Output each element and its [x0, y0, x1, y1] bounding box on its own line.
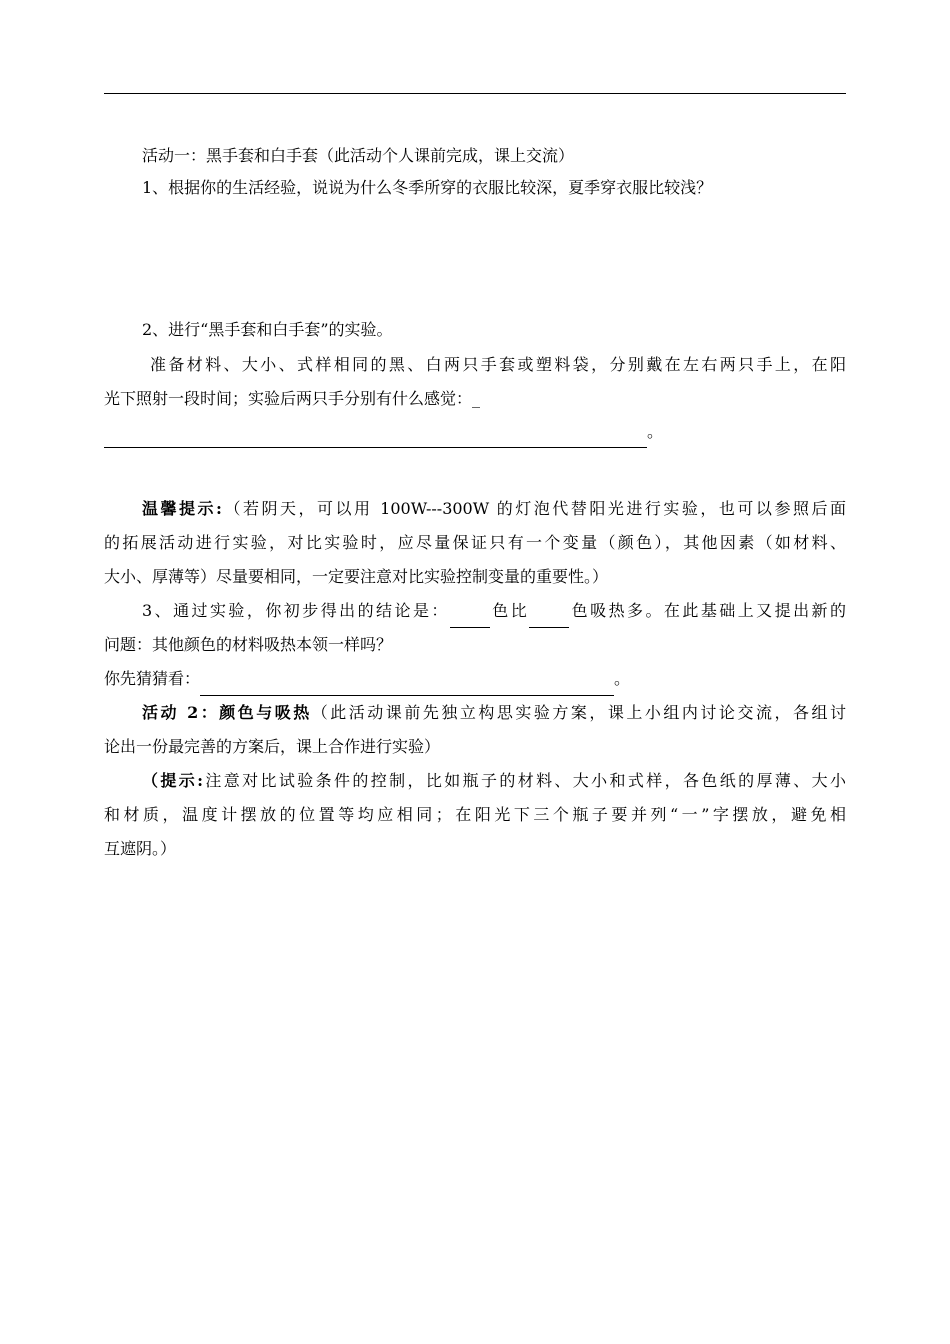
document-body — [104, 140, 846, 866]
question-2-answer-line — [104, 416, 846, 448]
header-rule — [104, 93, 846, 94]
tip-line-3: 大小、厚薄等）尽量要相同，一定要注意对比实验控制变量的重要性。） — [104, 567, 609, 586]
question-3-line-2: 问题：其他颜色的材料吸热本领一样吗？ — [104, 635, 393, 654]
activity2-line-2: 论出一份最完善的方案后，课上合作进行实验） — [104, 737, 441, 756]
answer-blank[interactable] — [104, 425, 647, 448]
q3-text-2: 色比 — [489, 601, 530, 620]
activity2-line-1 — [104, 696, 846, 730]
tip-label: 温馨提示: — [142, 499, 222, 518]
guess-line — [104, 662, 846, 696]
guess-period: 。 — [614, 669, 631, 688]
hint-text-1: 注意对比试验条件的控制，比如瓶子的材料、大小和式样，各色纸的厚薄、大小 — [203, 771, 846, 790]
question-2-feeling: 光下照射一段时间；实验后两只手分别有什么感觉：_ — [104, 389, 481, 408]
hint-label: （提示: — [142, 771, 204, 790]
question-2: 2、进行“黑手套和白手套”的实验。 — [142, 320, 393, 339]
hint-line-1 — [104, 764, 846, 798]
color-blank-1[interactable] — [450, 605, 490, 628]
tip-text-1: （若阴天，可以用 100W---300W 的灯泡代替阳光进行实验，也可以参照后面 — [221, 499, 846, 518]
guess-label: 你先猜猜看： — [104, 669, 201, 688]
question-3 — [104, 594, 846, 628]
color-blank-2[interactable] — [529, 605, 569, 628]
activity2-title: 活动 2：颜色与吸热 — [142, 703, 312, 722]
spacer — [104, 448, 846, 492]
q3-text-3: 色吸热多。在此基础上又提出新的 — [569, 601, 846, 620]
answer-space-1 — [104, 204, 846, 314]
tip-line-1 — [104, 492, 846, 526]
hint-line-2: 和材质，温度计摆放的位置等均应相同；在阳光下三个瓶子要并列“一”字摆放，避免相 — [104, 805, 846, 824]
activity2-text-1: （此活动课前先独立构思实验方案，课上小组内讨论交流，各组讨 — [311, 703, 846, 722]
answer-period: 。 — [647, 422, 664, 441]
tip-line-2: 的拓展活动进行实验，对比实验时，应尽量保证只有一个变量（颜色），其他因素（如材料、 — [104, 533, 846, 552]
question-1: 1、根据你的生活经验，说说为什么冬季所穿的衣服比较深，夏季穿衣服比较浅？ — [142, 178, 713, 197]
q3-text-1: 3、通过实验，你初步得出的结论是： — [142, 601, 450, 620]
activity1-title: 活动一：黑手套和白手套（此活动个人课前完成，课上交流） — [142, 146, 575, 165]
guess-blank[interactable] — [200, 673, 614, 696]
question-2-description: 准备材料、大小、式样相同的黑、白两只手套或塑料袋，分别戴在左右两只手上，在阳 — [150, 355, 846, 374]
hint-line-3: 互遮阴。） — [104, 839, 177, 858]
